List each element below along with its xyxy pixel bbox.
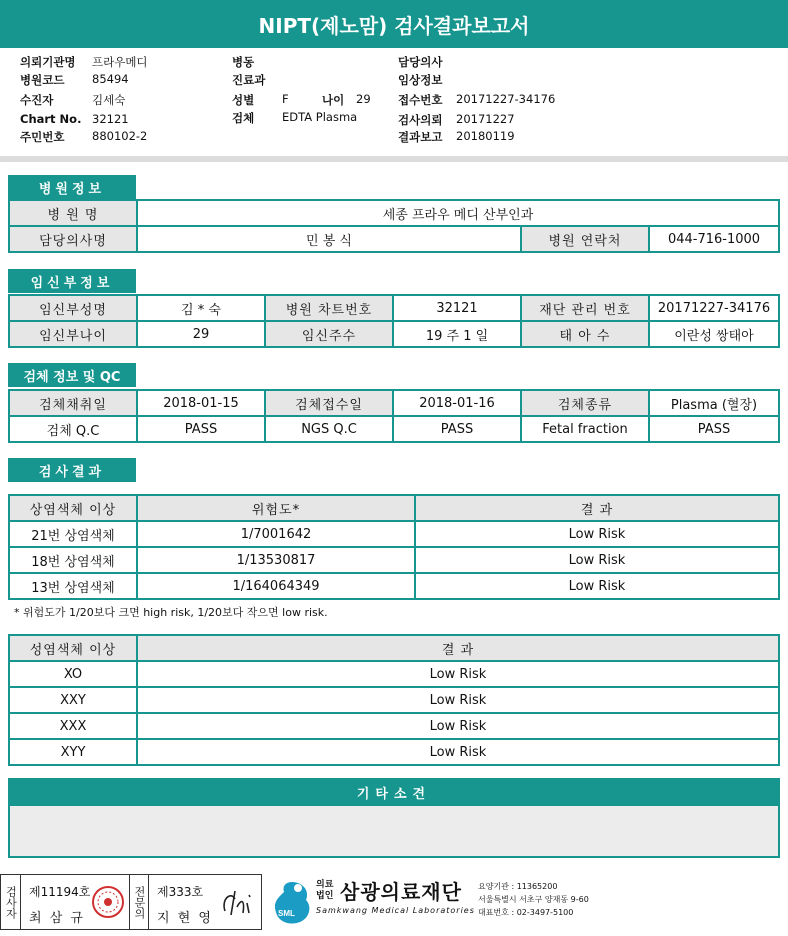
specialist-label-text: 전문의 [133,885,146,919]
weeks-label: 임신주수 [265,321,393,347]
sex-chromosome-table [8,634,780,766]
receive-label: 검체접수일 [265,390,393,416]
info-value: 20171227 [456,112,515,126]
divider [0,156,788,162]
patient-name-value: 김 * 숙 [137,295,265,321]
info-label: Chart No. [20,112,82,126]
table-row [9,573,779,599]
info-label: 성별 [232,93,255,107]
hospital-name-value: 세종 프라우 메디 산부인과 [137,200,779,226]
sex-header: 성염색체 이상 [9,635,137,661]
table-row [9,713,779,739]
fetus-value: 이란성 쌍태아 [649,321,779,347]
section-specimen-tab: 검체 정보 및 QC [8,363,136,387]
report-title: NIPT(제노맘) 검사결과보고서 [0,0,788,48]
info-label: 담당의사 [398,55,443,69]
ngs-label: NGS Q.C [265,416,393,442]
receive-value: 2018-01-16 [393,390,521,416]
info-value: F [282,92,289,106]
org-prefix-top: 의료 [316,880,334,890]
remarks-body [8,806,780,858]
patient-table [8,294,780,348]
type-label: 검체종류 [521,390,649,416]
patient-age-value: 29 [137,321,265,347]
info-label: 병원코드 [20,73,65,87]
org-name: 삼광의료재단 [340,880,462,904]
info-label: 나이 [322,93,345,107]
auto-risk: 1/7001642 [137,521,415,547]
header-info [0,52,788,156]
info-label: 결과보고 [398,130,443,144]
auto-risk: 1/13530817 [137,547,415,573]
specialist-no: 제333호 [157,885,204,899]
info-label: 주민번호 [20,130,65,144]
weeks-value: 19 주 1 일 [393,321,521,347]
examiner-label-text: 검사자 [4,885,18,919]
qc-label: 검체 Q.C [9,416,137,442]
seal-stamp [91,883,125,921]
info-label: 의뢰기관명 [20,55,76,69]
auto-result: Low Risk [415,521,779,547]
type-value: Plasma (혈장) [649,390,779,416]
patient-age-label: 임신부나이 [9,321,137,347]
specialist-label [129,875,149,929]
examiner-no: 제11194호 [29,885,91,899]
sex-result: Low Risk [137,687,779,713]
info-label: 수진자 [20,93,54,107]
mgmt-value: 20171227-34176 [649,295,779,321]
auto-header: 결 과 [415,495,779,521]
signature-box [0,874,262,930]
org-code: 요양기관 : 11365200 [478,882,558,891]
handwritten-signature [219,885,259,921]
sex-result: Low Risk [137,661,779,687]
org-address: 서울특별시 서초구 양재동 9-60 [478,895,589,904]
sex-name: XXX [9,713,137,739]
risk-note: * 위험도가 1/20보다 크면 high risk, 1/20보다 작으면 low risk. [14,606,328,619]
ff-value: PASS [649,416,779,442]
info-value: 32121 [92,112,129,126]
chart-label: 병원 차트번호 [265,295,393,321]
section-hospital-tab: 병원정보 [8,175,136,199]
logo-mark-text: SML [278,909,295,918]
info-label: 병동 [232,55,255,69]
info-label: 접수번호 [398,93,443,107]
auto-name: 18번 상염색체 [9,547,137,573]
sex-name: XO [9,661,137,687]
info-label: 진료과 [232,73,266,87]
section-results-tab: 검사결과 [8,458,136,482]
hospital-table [8,199,780,253]
specialist-name: 지 현 영 [157,911,213,926]
info-value: 85494 [92,72,129,86]
examiner-label [1,875,21,929]
ngs-value: PASS [393,416,521,442]
table-row [9,687,779,713]
auto-name: 21번 상염색체 [9,521,137,547]
auto-header: 상염색체 이상 [9,495,137,521]
sex-header: 결 과 [137,635,779,661]
collect-label: 검체채취일 [9,390,137,416]
auto-result: Low Risk [415,573,779,599]
table-row [9,521,779,547]
info-value: 20180119 [456,129,515,143]
mgmt-label: 재단 관리 번호 [521,295,649,321]
table-row [9,661,779,687]
remarks-title: 기타소견 [8,778,780,806]
info-value: EDTA Plasma [282,110,358,124]
auto-result: Low Risk [415,547,779,573]
contact-label: 병원 연락처 [521,226,649,252]
sml-logo-icon [270,878,314,928]
info-label: 검사의뢰 [398,113,443,127]
doctor-label: 담당의사명 [9,226,137,252]
table-row [9,547,779,573]
doctor-value: 민 봉 식 [137,226,521,252]
auto-header: 위험도* [137,495,415,521]
contact-value: 044-716-1000 [649,226,779,252]
org-english: Samkwang Medical Laboratories [316,906,475,915]
info-value: 20171227-34176 [456,92,556,106]
info-value: 프라우메디 [92,55,148,69]
patient-name-label: 임신부성명 [9,295,137,321]
hospital-name-label: 병 원 명 [9,200,137,226]
sex-name: XYY [9,739,137,765]
org-tel: 대표번호 : 02-3497-5100 [478,908,574,917]
info-value: 29 [356,92,371,106]
info-label: 검체 [232,111,255,125]
info-value: 김세숙 [92,93,126,107]
org-logo-block [270,876,780,932]
info-label: 임상정보 [398,73,443,87]
auto-name: 13번 상염색체 [9,573,137,599]
sex-result: Low Risk [137,739,779,765]
table-row [9,739,779,765]
specimen-table [8,389,780,443]
auto-risk: 1/164064349 [137,573,415,599]
org-prefix-bottom: 법인 [316,891,334,901]
sex-result: Low Risk [137,713,779,739]
ff-label: Fetal fraction [521,416,649,442]
fetus-label: 태 아 수 [521,321,649,347]
examiner-name: 최 삼 규 [29,911,85,926]
sex-name: XXY [9,687,137,713]
collect-value: 2018-01-15 [137,390,265,416]
info-value: 880102-2 [92,129,148,143]
qc-value: PASS [137,416,265,442]
section-patient-tab: 임신부정보 [8,269,136,293]
chart-value: 32121 [393,295,521,321]
autosome-table [8,494,780,600]
